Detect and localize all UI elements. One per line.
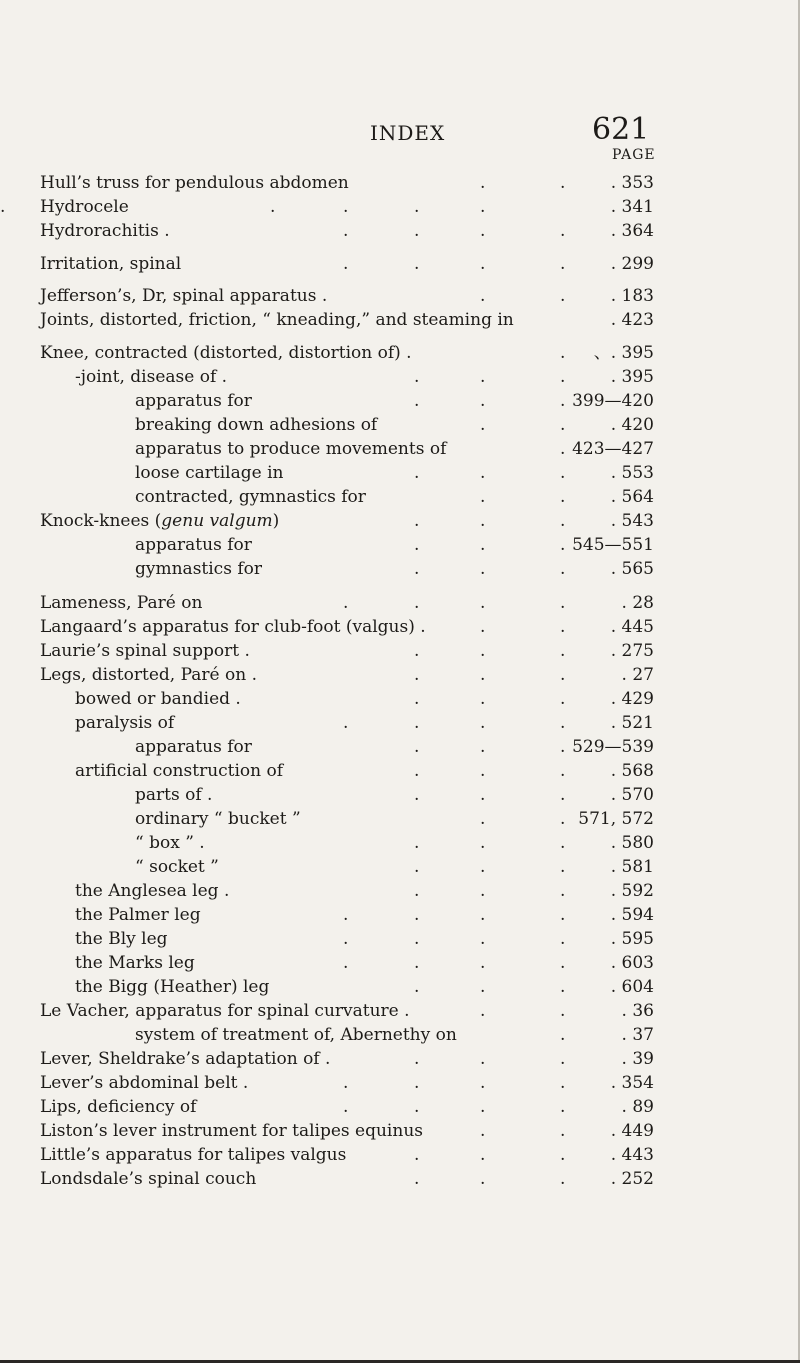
leader-dot: . xyxy=(480,197,486,217)
leader-dot: . xyxy=(414,1049,420,1069)
index-entry xyxy=(0,1000,800,1022)
index-entry xyxy=(0,342,800,364)
leader-dot: . xyxy=(414,221,420,241)
index-entry xyxy=(0,784,800,806)
leader-dot: . xyxy=(480,1145,486,1165)
leader-dot: . xyxy=(480,221,486,241)
leader-dot: . xyxy=(480,617,486,637)
index-entry xyxy=(0,832,800,854)
leader-dot: . xyxy=(343,905,349,925)
leader-dot: . xyxy=(560,1073,566,1093)
leader-dot: . xyxy=(560,1145,566,1165)
entry-page: 423—427 xyxy=(572,439,654,459)
entry-text: Le Vacher, apparatus for spinal curvature . xyxy=(40,1001,410,1021)
leader-dot: . xyxy=(414,761,420,781)
leader-dot: . xyxy=(560,761,566,781)
entry-page: . 595 xyxy=(610,929,654,949)
leader-dot: . xyxy=(480,857,486,877)
index-entry xyxy=(0,736,800,758)
entry-page: . 275 xyxy=(610,641,654,661)
leader-dot: . xyxy=(480,511,486,531)
leader-dot: . xyxy=(414,977,420,997)
leader-dot: . xyxy=(560,286,566,306)
entry-page: . 37 xyxy=(621,1025,654,1045)
leader-dot: . xyxy=(560,343,566,363)
entry-page: . 581 xyxy=(610,857,654,877)
leader-dot: . xyxy=(560,559,566,579)
leader-dot: . xyxy=(480,785,486,805)
index-entry xyxy=(0,1168,800,1190)
index-entry xyxy=(0,534,800,556)
leader-dot: . xyxy=(560,665,566,685)
leader-dot: . xyxy=(560,785,566,805)
index-entry xyxy=(0,366,800,388)
leader-dot: . xyxy=(560,617,566,637)
entry-text: Jefferson’s, Dr, spinal apparatus . xyxy=(40,286,328,306)
leader-dot: . xyxy=(480,809,486,829)
entry-page: . 341 xyxy=(610,197,654,217)
index-entry xyxy=(0,253,800,275)
leader-dot: . xyxy=(480,761,486,781)
entry-text: Lips, deficiency of xyxy=(40,1097,197,1117)
entry-page: . 353 xyxy=(610,173,654,193)
entry-text: -joint, disease of . xyxy=(75,367,228,387)
leader-dot: . xyxy=(414,391,420,411)
index-entry xyxy=(0,856,800,878)
entry-page: 、. 395 xyxy=(593,343,654,363)
entry-text: Hydrorachitis . xyxy=(40,221,170,241)
leader-dot: . xyxy=(560,1097,566,1117)
entry-text: Irritation, spinal xyxy=(40,254,182,274)
entry-page: . 423 xyxy=(610,310,654,330)
entry-text: Legs, distorted, Paré on . xyxy=(40,665,257,685)
entry-text: “ box ” . xyxy=(135,833,205,853)
entry-page: . 445 xyxy=(610,617,654,637)
leader-dot: . xyxy=(414,785,420,805)
entry-page: . 564 xyxy=(610,487,654,507)
entry-text: loose cartilage in xyxy=(135,463,284,483)
leader-dot: . xyxy=(414,929,420,949)
entry-page: 545—551 xyxy=(572,535,654,555)
leader-dot: . xyxy=(480,463,486,483)
leader-dot: . xyxy=(480,391,486,411)
leader-dot: . xyxy=(414,665,420,685)
leader-dot: . xyxy=(560,929,566,949)
index-entry xyxy=(0,808,800,830)
index-entry xyxy=(0,760,800,782)
leader-dot: . xyxy=(480,833,486,853)
leader-dot: . xyxy=(480,641,486,661)
leader-dot: . xyxy=(480,929,486,949)
index-entry xyxy=(0,1120,800,1142)
index-entry xyxy=(0,220,800,242)
index-entry xyxy=(0,285,800,307)
entry-text: contracted, gymnastics for xyxy=(135,487,366,507)
leader-dot: . xyxy=(480,977,486,997)
leader-dot: . xyxy=(414,511,420,531)
entry-text: apparatus for xyxy=(135,391,252,411)
entry-text: the Palmer leg xyxy=(75,905,201,925)
leader-dot: . xyxy=(480,173,486,193)
leader-dot: . xyxy=(343,221,349,241)
entry-text: apparatus for xyxy=(135,535,252,555)
entry-page: . 27 xyxy=(621,665,654,685)
leader-dot: . xyxy=(414,953,420,973)
leader-dot: . xyxy=(560,857,566,877)
leader-dot: . xyxy=(560,173,566,193)
leader-dot: . xyxy=(480,254,486,274)
leader-dot: . xyxy=(343,1073,349,1093)
leader-dot: . xyxy=(414,641,420,661)
entry-text: the Bly leg xyxy=(75,929,168,949)
leader-dot: . xyxy=(560,487,566,507)
leader-dot: . xyxy=(560,1001,566,1021)
leader-dot: . xyxy=(560,1121,566,1141)
index-entry xyxy=(0,1072,800,1094)
entry-text: Lameness, Paré on xyxy=(40,593,203,613)
leader-dot: . xyxy=(343,1097,349,1117)
index-entry xyxy=(0,880,800,902)
page-number: 621 xyxy=(592,112,650,147)
index-entry xyxy=(0,172,800,194)
leader-dot: . xyxy=(560,511,566,531)
index-entry xyxy=(0,688,800,710)
leader-dot: . xyxy=(414,254,420,274)
index-entry xyxy=(0,414,800,436)
leader-dot: . xyxy=(480,1049,486,1069)
entry-page: 399—420 xyxy=(572,391,654,411)
leader-dot: . xyxy=(560,881,566,901)
index-entry xyxy=(0,196,800,218)
leader-dot: . xyxy=(560,535,566,555)
entry-page: . 570 xyxy=(610,785,654,805)
leader-dot: . xyxy=(480,1121,486,1141)
leader-dot: . xyxy=(0,197,6,217)
entry-page: . 89 xyxy=(621,1097,654,1117)
entry-text: ordinary “ bucket ” xyxy=(135,809,301,829)
entry-page: . 594 xyxy=(610,905,654,925)
leader-dot: . xyxy=(560,977,566,997)
leader-dot: . xyxy=(414,905,420,925)
index-entry xyxy=(0,510,800,532)
entry-page: . 592 xyxy=(610,881,654,901)
leader-dot: . xyxy=(560,713,566,733)
leader-dot: . xyxy=(560,1049,566,1069)
leader-dot: . xyxy=(480,415,486,435)
index-entry xyxy=(0,1024,800,1046)
index-entry xyxy=(0,592,800,614)
entry-text: Joints, distorted, friction, “ kneading,” and steaming in xyxy=(40,310,514,330)
leader-dot: . xyxy=(560,1025,566,1045)
leader-dot: . xyxy=(560,463,566,483)
index-entry xyxy=(0,462,800,484)
index-entry xyxy=(0,952,800,974)
leader-dot: . xyxy=(414,881,420,901)
leader-dot: . xyxy=(414,367,420,387)
entry-page: . 429 xyxy=(610,689,654,709)
leader-dot: . xyxy=(414,1145,420,1165)
leader-dot: . xyxy=(343,713,349,733)
entry-text: Laurie’s spinal support . xyxy=(40,641,250,661)
entry-text: “ socket ” xyxy=(135,857,219,877)
entry-text: Lever’s abdominal belt . xyxy=(40,1073,249,1093)
entry-page: . 603 xyxy=(610,953,654,973)
entry-text: bowed or bandied . xyxy=(75,689,241,709)
leader-dot: . xyxy=(414,1073,420,1093)
entry-page: . 354 xyxy=(610,1073,654,1093)
leader-dot: . xyxy=(480,713,486,733)
entry-page: 571, 572 xyxy=(578,809,654,829)
leader-dot: . xyxy=(480,1073,486,1093)
entry-text: Langaard’s apparatus for club-foot (valgus) . xyxy=(40,617,426,637)
entry-page: . 565 xyxy=(610,559,654,579)
entry-page: 529—539 xyxy=(572,737,654,757)
leader-dot: . xyxy=(480,905,486,925)
leader-dot: . xyxy=(414,1169,420,1189)
leader-dot: . xyxy=(560,367,566,387)
leader-dot: . xyxy=(414,857,420,877)
entry-page: . 568 xyxy=(610,761,654,781)
index-entry xyxy=(0,1144,800,1166)
leader-dot: . xyxy=(414,463,420,483)
leader-dot: . xyxy=(414,689,420,709)
leader-dot: . xyxy=(480,737,486,757)
entry-page: . 553 xyxy=(610,463,654,483)
leader-dot: . xyxy=(343,254,349,274)
leader-dot: . xyxy=(560,809,566,829)
entry-text: breaking down adhesions of xyxy=(135,415,378,435)
entry-page: . 521 xyxy=(610,713,654,733)
entry-page: . 39 xyxy=(621,1049,654,1069)
entry-page: . 543 xyxy=(610,511,654,531)
entry-page: . 183 xyxy=(610,286,654,306)
leader-dot: . xyxy=(560,593,566,613)
entry-page: . 420 xyxy=(610,415,654,435)
leader-dot: . xyxy=(414,559,420,579)
leader-dot: . xyxy=(560,221,566,241)
index-entry xyxy=(0,640,800,662)
leader-dot: . xyxy=(343,953,349,973)
leader-dot: . xyxy=(480,367,486,387)
entry-page: . 28 xyxy=(621,593,654,613)
leader-dot: . xyxy=(480,1001,486,1021)
entry-text: artificial construction of xyxy=(75,761,284,781)
leader-dot: . xyxy=(480,559,486,579)
index-entry xyxy=(0,309,800,331)
entry-text: apparatus to produce movements of xyxy=(135,439,447,459)
entry-text: Hull’s truss for pendulous abdomen xyxy=(40,173,349,193)
leader-dot: . xyxy=(560,737,566,757)
entry-text: parts of . xyxy=(135,785,213,805)
index-entry xyxy=(0,616,800,638)
entry-text: Knock-knees (genu valgum) xyxy=(40,511,280,531)
leader-dot: . xyxy=(560,391,566,411)
entry-text: Londsdale’s spinal couch xyxy=(40,1169,257,1189)
leader-dot: . xyxy=(480,881,486,901)
entry-page: . 580 xyxy=(610,833,654,853)
leader-dot: . xyxy=(480,286,486,306)
leader-dot: . xyxy=(560,254,566,274)
index-entry xyxy=(0,558,800,580)
entry-text: system of treatment of, Abernethy on xyxy=(135,1025,457,1045)
running-header-title: INDEX xyxy=(370,121,446,145)
index-entry xyxy=(0,1096,800,1118)
entry-text: Hydrocele xyxy=(40,197,129,217)
leader-dot: . xyxy=(560,1169,566,1189)
entry-page: . 604 xyxy=(610,977,654,997)
entry-text: Little’s apparatus for talipes valgus xyxy=(40,1145,347,1165)
leader-dot: . xyxy=(480,593,486,613)
leader-dot: . xyxy=(343,929,349,949)
leader-dot: . xyxy=(414,535,420,555)
leader-dot: . xyxy=(480,1097,486,1117)
leader-dot: . xyxy=(414,713,420,733)
index-entry xyxy=(0,928,800,950)
leader-dot: . xyxy=(270,197,276,217)
entry-text: apparatus for xyxy=(135,737,252,757)
leader-dot: . xyxy=(480,665,486,685)
entry-page: . 252 xyxy=(610,1169,654,1189)
index-entry xyxy=(0,390,800,412)
entry-page: . 449 xyxy=(610,1121,654,1141)
entry-text: Knee, contracted (distorted, distortion of) . xyxy=(40,343,412,363)
entry-text: the Bigg (Heather) leg xyxy=(75,977,270,997)
index-entry xyxy=(0,904,800,926)
leader-dot: . xyxy=(343,197,349,217)
leader-dot: . xyxy=(414,833,420,853)
leader-dot: . xyxy=(560,641,566,661)
index-entry xyxy=(0,438,800,460)
entry-text: the Anglesea leg . xyxy=(75,881,230,901)
entry-text: Lever, Sheldrake’s adaptation of . xyxy=(40,1049,331,1069)
leader-dot: . xyxy=(560,905,566,925)
index-entry xyxy=(0,486,800,508)
leader-dot: . xyxy=(480,487,486,507)
index-entry xyxy=(0,664,800,686)
leader-dot: . xyxy=(560,689,566,709)
leader-dot: . xyxy=(414,197,420,217)
leader-dot: . xyxy=(414,593,420,613)
leader-dot: . xyxy=(480,535,486,555)
leader-dot: . xyxy=(560,833,566,853)
leader-dot: . xyxy=(480,953,486,973)
entry-page: . 443 xyxy=(610,1145,654,1165)
leader-dot: . xyxy=(414,737,420,757)
leader-dot: . xyxy=(480,689,486,709)
entry-text: gymnastics for xyxy=(135,559,262,579)
entry-page: . 36 xyxy=(621,1001,654,1021)
entry-text: Liston’s lever instrument for talipes equinus xyxy=(40,1121,423,1141)
leader-dot: . xyxy=(560,953,566,973)
entry-text: the Marks leg xyxy=(75,953,195,973)
entry-text: paralysis of xyxy=(75,713,175,733)
page-column-heading: PAGE xyxy=(612,147,656,163)
index-entry xyxy=(0,712,800,734)
entry-page: . 395 xyxy=(610,367,654,387)
leader-dot: . xyxy=(560,439,566,459)
leader-dot: . xyxy=(560,415,566,435)
leader-dot: . xyxy=(480,1169,486,1189)
index-entry xyxy=(0,976,800,998)
entry-page: . 299 xyxy=(610,254,654,274)
leader-dot: . xyxy=(414,1097,420,1117)
entry-page: . 364 xyxy=(610,221,654,241)
leader-dot: . xyxy=(343,593,349,613)
index-entry xyxy=(0,1048,800,1070)
